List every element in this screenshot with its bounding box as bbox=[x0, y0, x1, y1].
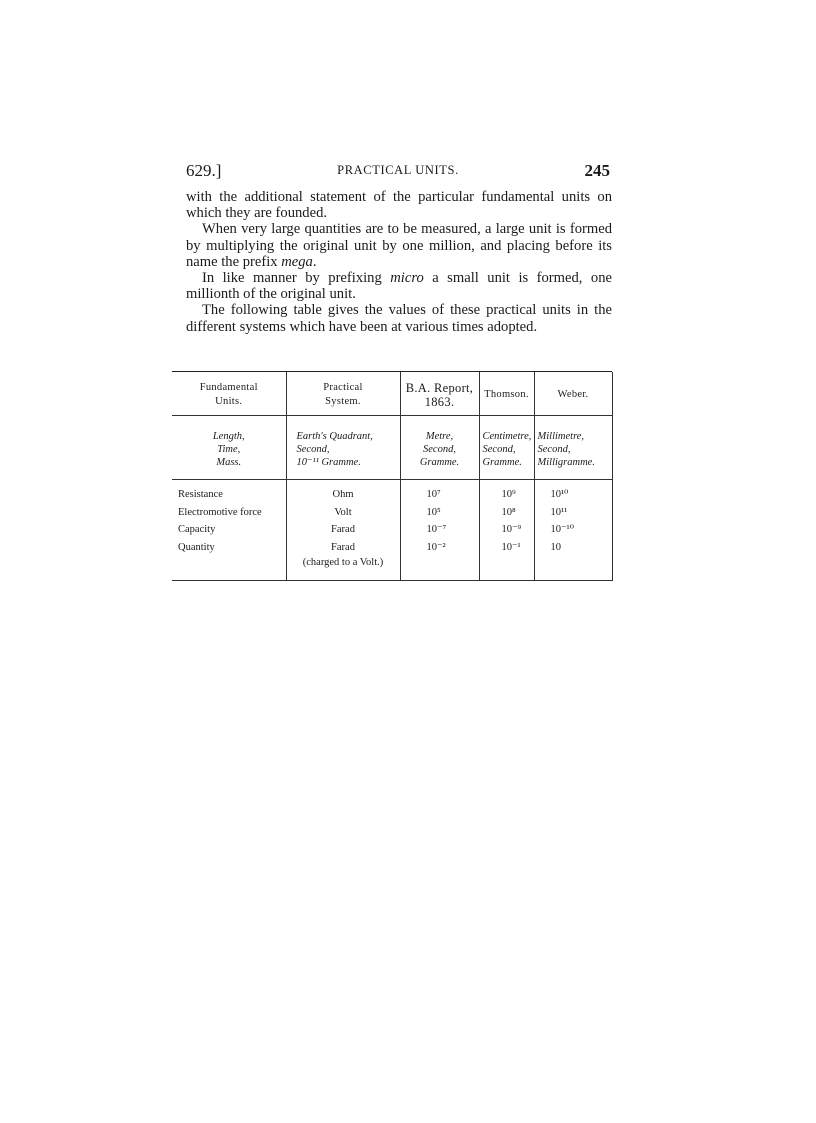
quantity-name: Electromotive force bbox=[178, 506, 262, 518]
running-title: PRACTICAL UNITS. bbox=[337, 163, 459, 177]
header-thomson-label: Thomson. bbox=[484, 389, 529, 400]
ba-time-unit: Second, bbox=[423, 444, 456, 455]
table-row bbox=[172, 538, 612, 581]
paragraph-2 bbox=[186, 221, 612, 270]
units-weber bbox=[534, 416, 612, 480]
unit-time: Time, bbox=[217, 444, 241, 455]
table-header-row bbox=[172, 372, 612, 416]
fundamental-units-row bbox=[172, 416, 612, 480]
page-number: 245 bbox=[584, 161, 610, 180]
practical-unit: Ohm bbox=[286, 480, 400, 503]
ba-value: 10⁵ bbox=[400, 503, 479, 521]
prefix-micro: micro bbox=[390, 270, 424, 287]
unit-mass: Mass. bbox=[216, 457, 242, 468]
units-table bbox=[172, 371, 612, 581]
ba-value: 10⁻² bbox=[400, 538, 479, 581]
practical-unit: Farad bbox=[286, 520, 400, 538]
table-row bbox=[172, 480, 612, 503]
table-row bbox=[172, 503, 612, 521]
quantity-name: Quantity bbox=[172, 538, 286, 581]
header-practical-system bbox=[286, 372, 400, 416]
practical-time-unit: Second, bbox=[296, 444, 330, 455]
running-header bbox=[186, 161, 610, 183]
thomson-value: 10⁻¹ bbox=[479, 538, 534, 581]
units-fundamental bbox=[172, 416, 286, 480]
quantity-name: Capacity bbox=[178, 524, 216, 535]
paragraph-3-text: In like manner by prefixing bbox=[202, 270, 391, 287]
weber-value: 10¹⁰ bbox=[534, 480, 612, 503]
weber-time-unit: Second, bbox=[537, 444, 571, 455]
ba-mass-unit: Gramme. bbox=[419, 457, 460, 468]
paragraph-2-end: . bbox=[312, 253, 317, 270]
thomson-mass-unit: Gramme. bbox=[482, 457, 522, 468]
units-ba-report bbox=[400, 416, 479, 480]
units-practical bbox=[286, 416, 400, 480]
prefix-mega: mega bbox=[281, 253, 313, 270]
section-number: 629.] bbox=[186, 161, 222, 180]
weber-value: 10⁻¹⁰ bbox=[534, 520, 612, 538]
header-thomson bbox=[479, 372, 534, 416]
table-row bbox=[172, 520, 612, 538]
quantity-name: Resistance bbox=[172, 480, 286, 503]
header-ba-report bbox=[400, 372, 479, 416]
ba-value: 10⁻⁷ bbox=[400, 520, 479, 538]
thomson-time-unit: Second, bbox=[482, 444, 516, 455]
header-fundamental-units bbox=[172, 372, 286, 416]
ba-length-unit: Metre, bbox=[425, 431, 454, 442]
weber-value: 10¹¹ bbox=[534, 503, 612, 521]
paragraph-1: with the additional statement of the particular fundamental units on which they are founded. bbox=[186, 189, 612, 222]
weber-length-unit: Millimetre, bbox=[537, 431, 585, 442]
practical-unit-note: (charged to a Volt.) bbox=[302, 557, 384, 568]
thomson-value: 10⁹ bbox=[479, 480, 534, 503]
weber-mass-unit: Milligramme. bbox=[537, 457, 595, 468]
header-practical-line-2: System. bbox=[325, 396, 361, 407]
practical-unit: Volt bbox=[286, 503, 400, 521]
practical-mass-unit: 10⁻¹¹ Gramme. bbox=[296, 457, 361, 468]
practical-unit bbox=[286, 538, 400, 581]
paragraph-3-end: a small unit is formed, one millionth of the original unit. bbox=[186, 270, 612, 303]
header-ba-line-1: B.A. Report, bbox=[405, 381, 474, 395]
body-text bbox=[186, 189, 612, 335]
practical-length-unit: Earth's Quadrant, bbox=[296, 431, 373, 442]
practical-unit-name: Farad bbox=[331, 541, 355, 553]
units-thomson bbox=[479, 416, 534, 480]
header-weber-label: Weber. bbox=[557, 389, 589, 400]
header-weber bbox=[534, 372, 612, 416]
paragraph-3 bbox=[186, 270, 612, 302]
thomson-length-unit: Centimetre, bbox=[482, 431, 532, 442]
paragraph-4: The following table gives the values of these practical units in the different systems which have been at various times adopted. bbox=[186, 302, 612, 335]
header-fundamental-line-1: Fundamental bbox=[199, 382, 258, 393]
ba-value: 10⁷ bbox=[400, 480, 479, 503]
paragraph-2-text: When very large quantities are to be measured, a large unit is formed by multiplying the original unit by one million, and placing before its name the prefix bbox=[186, 221, 612, 270]
thomson-value: 10⁻⁹ bbox=[479, 520, 534, 538]
header-practical-line-1: Practical bbox=[323, 382, 363, 393]
header-ba-line-2: 1863. bbox=[424, 395, 455, 409]
header-fundamental-line-2: Units. bbox=[215, 396, 243, 407]
weber-value: 10 bbox=[534, 538, 612, 581]
unit-length: Length, bbox=[212, 431, 245, 442]
thomson-value: 10⁸ bbox=[479, 503, 534, 521]
